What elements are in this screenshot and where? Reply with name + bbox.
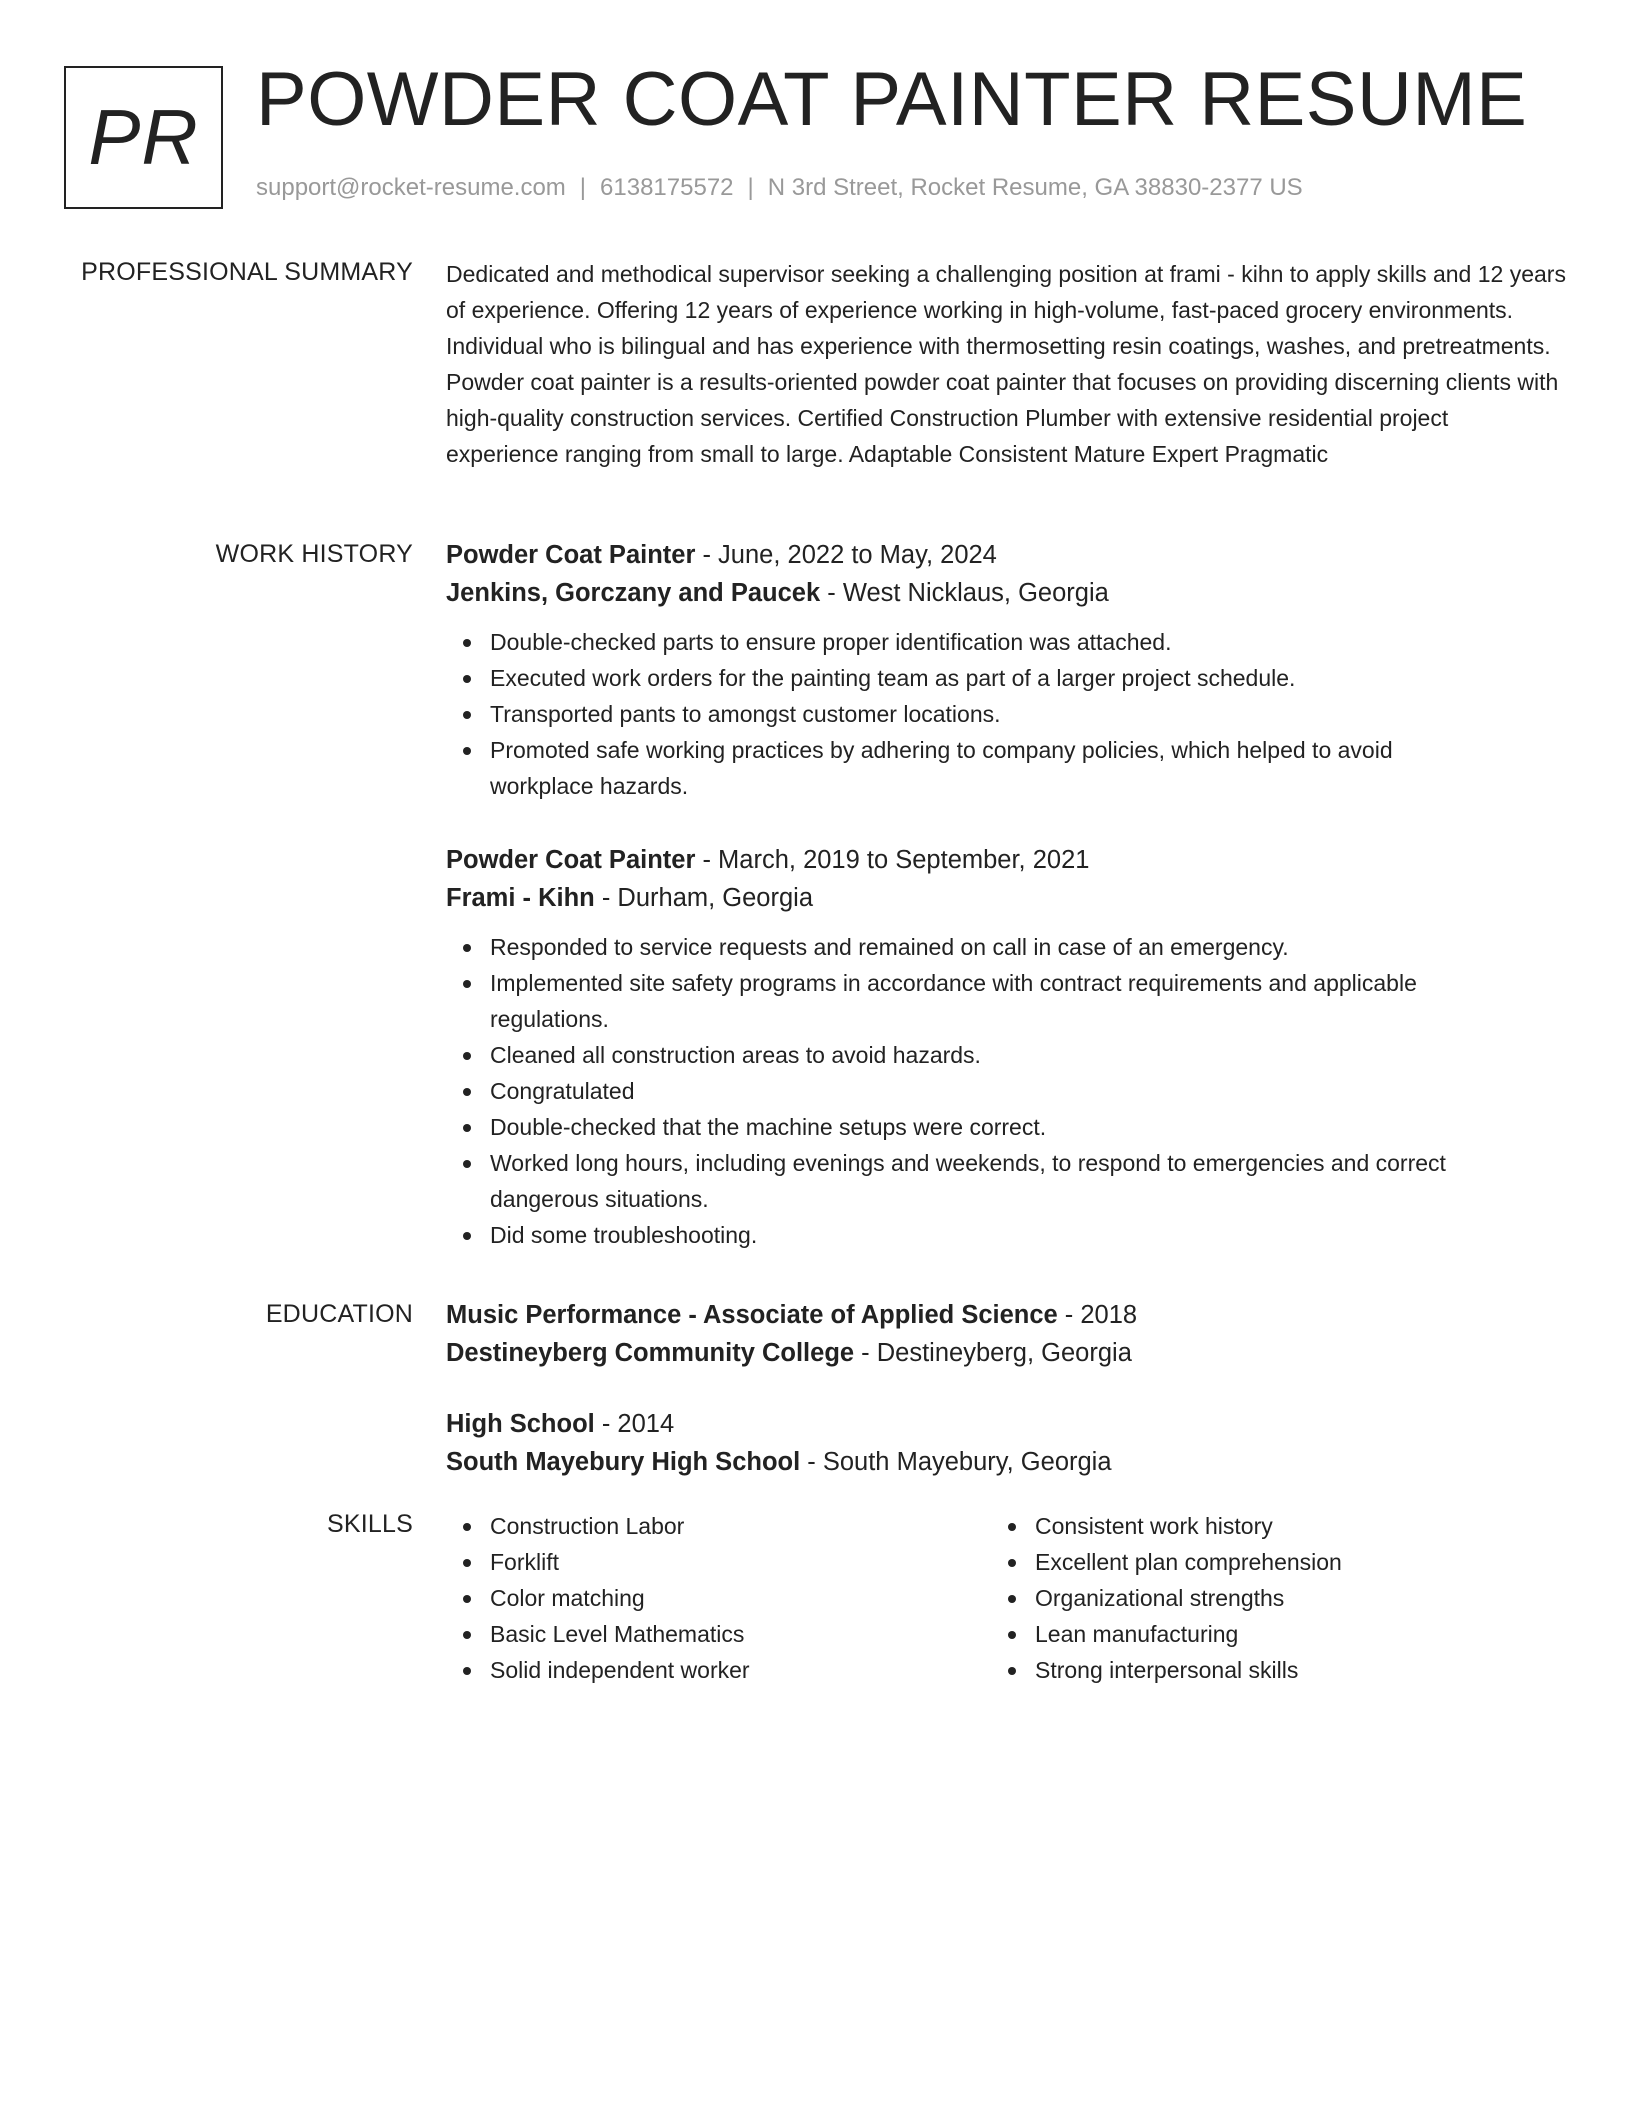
skills-bullets xyxy=(446,1508,966,1688)
job-bullet: Transported pants to amongst customer locations. xyxy=(446,696,1566,732)
skill-item: Lean manufacturing xyxy=(991,1616,1511,1652)
monogram-initials: PR xyxy=(88,93,199,181)
job-company: Frami - Kihn xyxy=(446,884,595,912)
job-company-line xyxy=(446,574,1566,612)
resume-title: POWDER COAT PAINTER RESUME xyxy=(256,57,1528,142)
job-bullets xyxy=(446,929,1566,1253)
job-bullet: Implemented site safety programs in accordance with contract requirements and applicable regulations. xyxy=(446,965,1516,1037)
monogram-box xyxy=(64,66,223,209)
job-location: - West Nicklaus, Georgia xyxy=(820,579,1109,607)
skills-column-right xyxy=(991,1496,1511,1688)
job-dates: - June, 2022 to May, 2024 xyxy=(695,541,997,569)
job-bullet: Executed work orders for the painting team as part of a larger project schedule. xyxy=(446,660,1566,696)
education-school: Destineyberg Community College xyxy=(446,1339,855,1367)
skills-heading: SKILLS xyxy=(327,1510,413,1538)
skill-item: Forklift xyxy=(446,1544,966,1580)
job-bullet: Responded to service requests and remained on call in case of an emergency. xyxy=(446,929,1566,965)
education-degree-line xyxy=(446,1296,1566,1334)
education-entry xyxy=(446,1405,1566,1481)
skill-item: Organizational strengths xyxy=(991,1580,1511,1616)
contact-phone: 6138175572 xyxy=(600,174,734,201)
job-location: - Durham, Georgia xyxy=(594,884,814,912)
job-company-line xyxy=(446,879,1566,917)
work-history-heading: WORK HISTORY xyxy=(215,540,413,568)
skill-item: Consistent work history xyxy=(991,1508,1511,1544)
job-bullet: Promoted safe working practices by adhering to company policies, which helped to avoid workplace hazards. xyxy=(446,732,1486,804)
job-title-line xyxy=(446,841,1566,879)
education-school-line xyxy=(446,1334,1566,1372)
education-school-line xyxy=(446,1443,1566,1481)
summary-text: Dedicated and methodical supervisor seeking a challenging position at frami - kihn to apply skills and 12 years of experience. Offering 12 years of experience working in high-volume, fast-paced grocery environments. Individual who is bilingual and has experience with thermosetting resin coatings, washes, and pretreatments. Powder coat painter is a results-oriented powder coat painter that focuses on providing discerning clients with high-quality construction services. Certified Construction Plumber with extensive residential project experience ranging from small to large. Adaptable Consistent Mature Expert Pragmatic xyxy=(446,261,1566,467)
contact-line xyxy=(256,174,1303,202)
job-title: Powder Coat Painter xyxy=(446,846,696,874)
skill-item: Color matching xyxy=(446,1580,966,1616)
education-degree: Music Performance - Associate of Applied Science xyxy=(446,1301,1058,1329)
job-dates: - March, 2019 to September, 2021 xyxy=(695,846,1090,874)
job-company: Jenkins, Gorczany and Paucek xyxy=(446,579,821,607)
education-degree: High School xyxy=(446,1410,595,1438)
skill-item: Basic Level Mathematics xyxy=(446,1616,966,1652)
education-location: - Destineyberg, Georgia xyxy=(854,1339,1132,1367)
job-title: Powder Coat Painter xyxy=(446,541,696,569)
education-year: - 2014 xyxy=(594,1410,675,1438)
summary-heading: PROFESSIONAL SUMMARY xyxy=(81,258,413,286)
education-heading: EDUCATION xyxy=(265,1300,413,1328)
job-entry xyxy=(446,536,1566,804)
education-location: - South Mayebury, Georgia xyxy=(800,1448,1112,1476)
contact-separator: | xyxy=(747,174,754,201)
education-degree-line xyxy=(446,1405,1566,1443)
education-year: - 2018 xyxy=(1057,1301,1138,1329)
job-bullet: Cleaned all construction areas to avoid hazards. xyxy=(446,1037,1566,1073)
contact-email: support@rocket-resume.com xyxy=(256,174,566,201)
education-school: South Mayebury High School xyxy=(446,1448,801,1476)
education-entry xyxy=(446,1296,1566,1372)
job-title-line xyxy=(446,536,1566,574)
job-bullet: Double-checked parts to ensure proper identification was attached. xyxy=(446,624,1566,660)
job-bullets xyxy=(446,624,1566,804)
skill-item: Solid independent worker xyxy=(446,1652,966,1688)
skills-bullets xyxy=(991,1508,1511,1688)
skill-item: Construction Labor xyxy=(446,1508,966,1544)
contact-address: N 3rd Street, Rocket Resume, GA 38830-2377 US xyxy=(767,174,1303,201)
skill-item: Strong interpersonal skills xyxy=(991,1652,1511,1688)
job-bullet: Congratulated xyxy=(446,1073,1566,1109)
job-entry xyxy=(446,841,1566,1253)
job-bullet: Worked long hours, including evenings and weekends, to respond to emergencies and correct dangerous situations. xyxy=(446,1145,1526,1217)
job-bullet: Did some troubleshooting. xyxy=(446,1217,1566,1253)
skill-item: Excellent plan comprehension xyxy=(991,1544,1511,1580)
skills-column-left xyxy=(446,1496,966,1688)
contact-separator: | xyxy=(579,174,587,201)
job-bullet: Double-checked that the machine setups were correct. xyxy=(446,1109,1566,1145)
